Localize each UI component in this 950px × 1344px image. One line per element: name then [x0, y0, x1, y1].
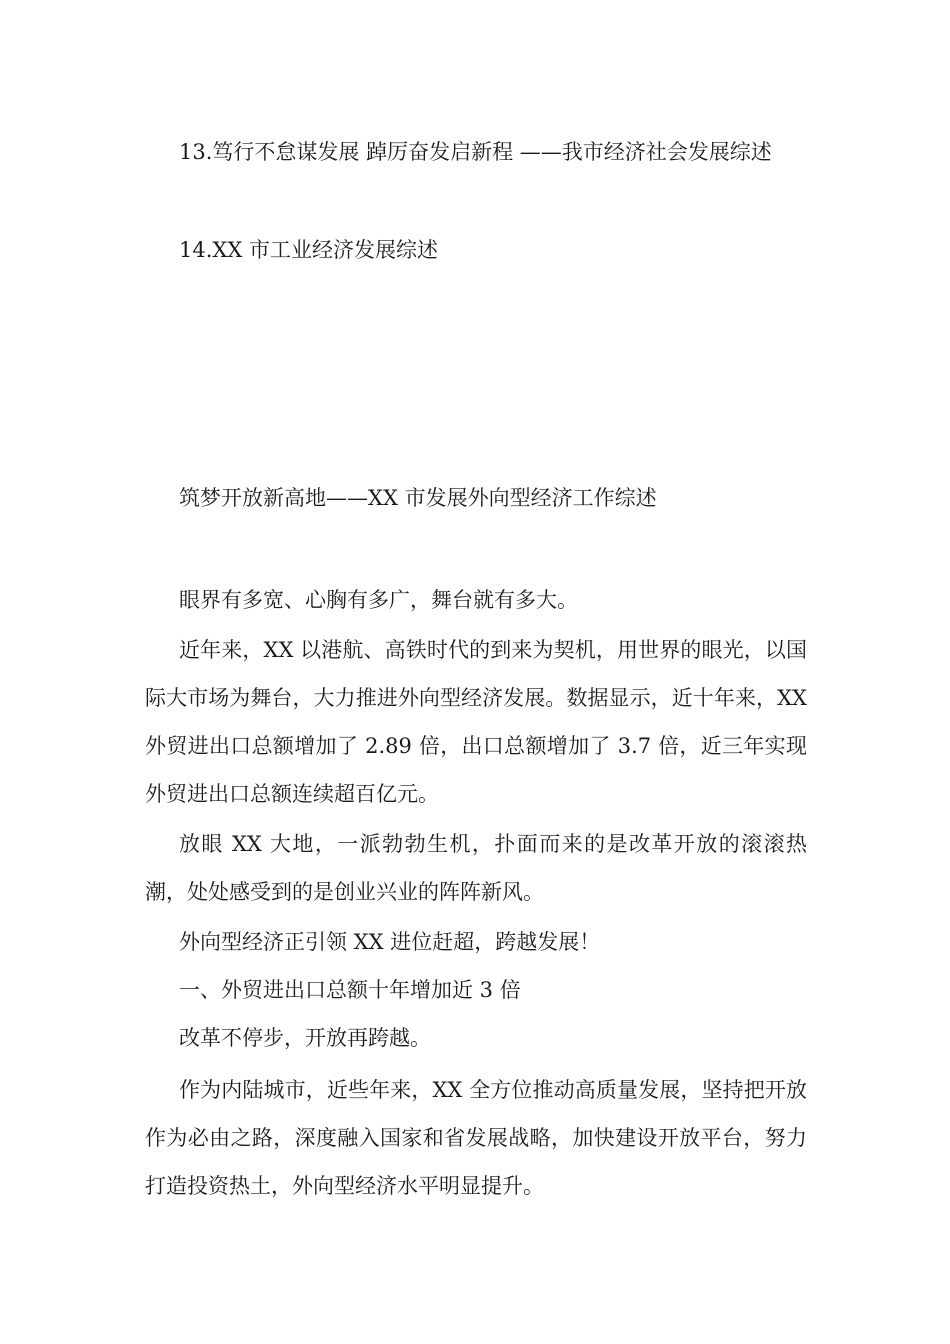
paragraph: 外向型经济正引领 XX 进位赶超，跨越发展！	[179, 930, 601, 954]
paragraph: 眼界有多宽、心胸有多广，舞台就有多大。	[179, 588, 578, 612]
paragraph: 放眼 XX 大地，一派勃勃生机，扑面而来的是改革开放的滚滚热潮，处处感受到的是创业兴业的阵阵新风。	[145, 832, 807, 904]
toc-item-14: 14.XX 市工业经济发展综述	[179, 238, 438, 262]
paragraph: 改革不停步，开放再跨越。	[179, 1026, 431, 1050]
paragraph: 近年来，XX 以港航、高铁时代的到来为契机，用世界的眼光，以国际大市场为舞台，大力推进外向型经济发展。数据显示，近十年来，XX 外贸进出口总额增加了 2.89 倍，出口总额增加了 3.7 倍，近三年实现外贸进出口总额连续超百亿元。	[145, 638, 807, 806]
section-heading: 一、外贸进出口总额十年增加近 3 倍	[179, 978, 521, 1002]
article-title: 筑梦开放新高地——XX 市发展外向型经济工作综述	[179, 486, 657, 510]
paragraph: 作为内陆城市，近些年来，XX 全方位推动高质量发展，坚持把开放作为必由之路，深度融入国家和省发展战略，加快建设开放平台，努力打造投资热土，外向型经济水平明显提升。	[145, 1078, 807, 1198]
toc-item-13: 13.笃行不怠谋发展 踔厉奋发启新程 ——我市经济社会发展综述	[179, 140, 772, 164]
